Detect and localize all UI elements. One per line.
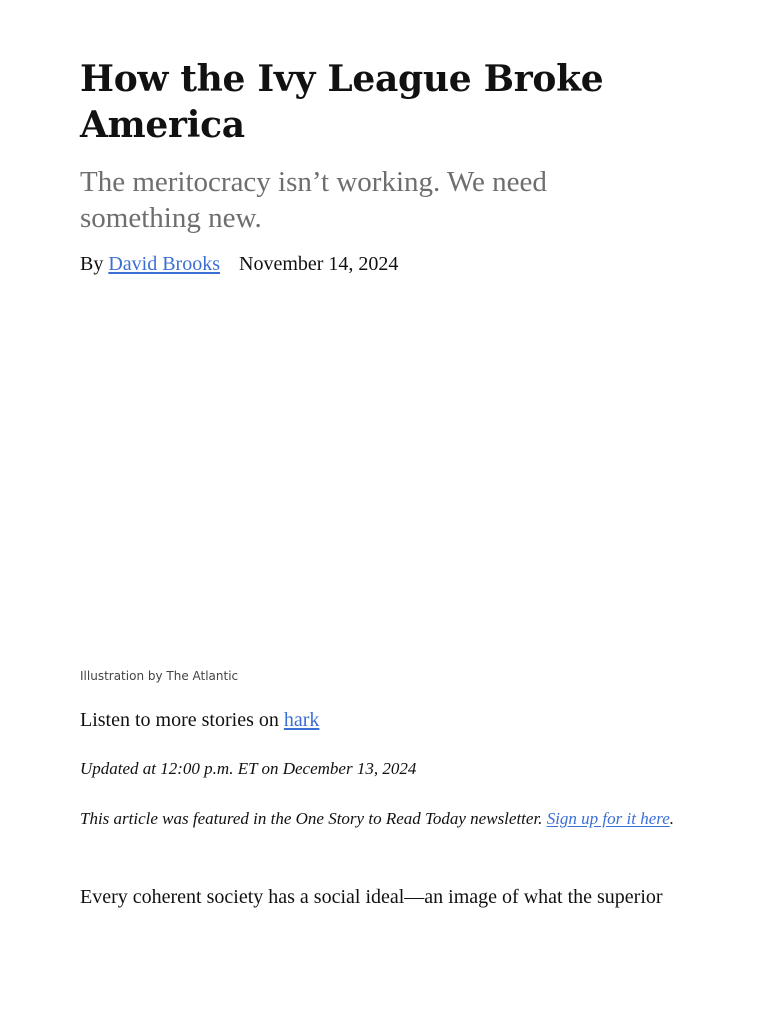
newsletter-note bbox=[80, 804, 690, 833]
hark-link[interactable]: hark bbox=[283, 709, 320, 731]
headline: How the Ivy League Broke America bbox=[80, 58, 604, 146]
newsletter-suffix: . bbox=[669, 809, 675, 828]
newsletter-text: This article was featured in the One Story to Read Today newsletter. bbox=[80, 809, 547, 828]
listen-text: Listen to more stories on bbox=[80, 709, 284, 731]
publish-date: November 14, 2024 bbox=[239, 253, 399, 275]
lead-illustration bbox=[80, 290, 700, 650]
dek-subtitle: The meritocracy isn’t working. We need something new. bbox=[80, 166, 547, 234]
updated-timestamp: Updated at 12:00 p.m. ET on December 13, 2024 bbox=[80, 759, 417, 778]
image-caption: Illustration by The Atlantic bbox=[80, 669, 239, 683]
first-paragraph: Every coherent society has a social ideal—an image of what the superior bbox=[80, 886, 663, 908]
byline bbox=[80, 250, 700, 278]
author-link[interactable]: David Brooks bbox=[108, 253, 221, 275]
byline-prefix: By bbox=[80, 253, 104, 275]
article-header bbox=[80, 56, 700, 278]
newsletter-signup-link[interactable]: Sign up for it here bbox=[546, 809, 670, 828]
listen-prompt bbox=[80, 706, 319, 734]
